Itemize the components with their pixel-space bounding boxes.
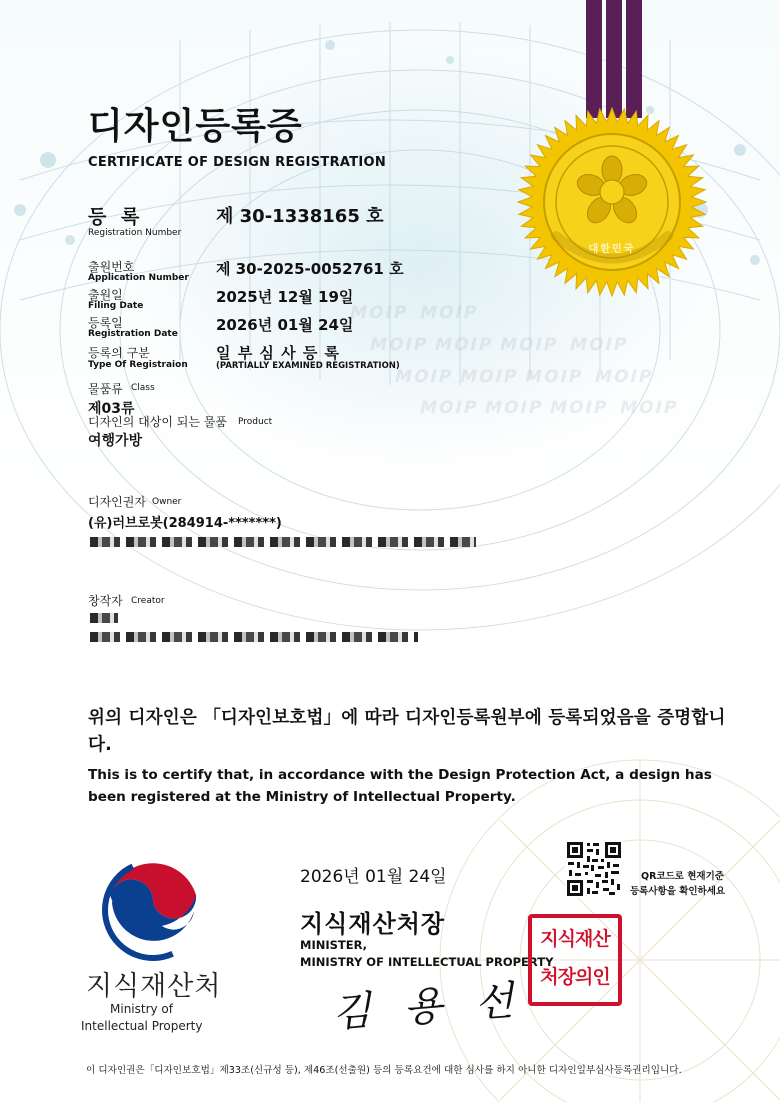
watermark: MOIP bbox=[432, 335, 496, 355]
registration-date-label-en: Registration Date bbox=[88, 329, 178, 339]
watermark: MOIP bbox=[347, 303, 411, 323]
declaration-english: This is to certify that, in accordance with the Design Protection Act, a design has been registered at the Ministry of Intellectual Property. bbox=[88, 767, 712, 805]
owner-label: 디자인권자 bbox=[88, 495, 146, 509]
product-label-en: Product bbox=[238, 417, 273, 427]
application-label-en: Application Number bbox=[88, 273, 189, 283]
watermark: MOIP bbox=[367, 335, 431, 355]
redacted-creator-address bbox=[90, 632, 418, 642]
watermark: MOIP bbox=[592, 367, 656, 387]
registration-type: 일 부 심 사 등 록 bbox=[216, 344, 341, 362]
agency-name-english-line1: Ministry of bbox=[110, 1002, 173, 1016]
watermark: MOIP bbox=[417, 303, 481, 323]
redacted-owner-address bbox=[90, 537, 476, 547]
footer-note: 이 디자인권은「디자인보호법」제33조(신규성 등), 제46조(선출원) 등의 등록요건에 대한 심사를 하지 아니한 디자인일부심사등록권리입니다. bbox=[86, 1065, 682, 1076]
owner-label-en: Owner bbox=[152, 497, 182, 507]
creator-label: 창작자 bbox=[88, 594, 123, 608]
application-number: 제 30-2025-0052761 호 bbox=[216, 260, 404, 278]
registration-type-label: 등록의 구분 bbox=[88, 346, 150, 360]
title-korean: 디자인등록증 bbox=[88, 106, 303, 147]
watermark: MOIP bbox=[457, 367, 521, 387]
registration-type-en: (PARTIALLY EXAMINED REGISTRATION) bbox=[216, 361, 400, 371]
registration-label: 등 록 bbox=[88, 206, 144, 228]
qr-note-line2: 등록사항을 확인하세요 bbox=[630, 886, 726, 897]
registration-date: 2026년 01월 24일 bbox=[216, 316, 354, 334]
redacted-creator-name bbox=[90, 613, 118, 623]
seal-ribbon bbox=[606, 0, 622, 118]
product-value: 여행가방 bbox=[88, 433, 143, 449]
registration-label-en: Registration Number bbox=[88, 228, 182, 238]
owner-value: (유)러브로봇(284914-*******) bbox=[88, 516, 282, 531]
class-label-en: Class bbox=[131, 383, 155, 393]
agency-name-english-line2: Intellectual Property bbox=[81, 1019, 203, 1033]
title-english: CERTIFICATE OF DESIGN REGISTRATION bbox=[88, 155, 387, 170]
watermark: MOIP bbox=[392, 367, 456, 387]
watermark: MOIP bbox=[497, 335, 561, 355]
minister-title-korean: 지식재산처장 bbox=[300, 910, 446, 938]
product-label: 디자인의 대상이 되는 물품 bbox=[88, 415, 227, 429]
stamp-line2: 처장의인 bbox=[540, 966, 610, 988]
issue-date: 2026년 01월 24일 bbox=[300, 867, 447, 887]
filing-date-label: 출원일 bbox=[88, 288, 123, 302]
registration-type-label-en: Type Of Registraion bbox=[88, 360, 188, 370]
creator-label-en: Creator bbox=[131, 596, 165, 606]
watermark: MOIP bbox=[567, 335, 631, 355]
seal-text: 대한민국 bbox=[588, 244, 636, 255]
official-stamp bbox=[528, 914, 622, 1006]
stamp-line1: 지식재산 bbox=[540, 928, 610, 950]
agency-name-korean: 지식재산처 bbox=[86, 971, 222, 1002]
gold-seal bbox=[516, 106, 708, 298]
watermark: MOIP bbox=[617, 398, 681, 418]
minister-title-english-line1: MINISTER, bbox=[300, 938, 368, 952]
watermark: MOIP bbox=[547, 398, 611, 418]
watermark: MOIP bbox=[417, 398, 481, 418]
declaration-korean: 위의 디자인은 「디자인보호법」에 따라 디자인등록원부에 등록되었음을 증명합니다. bbox=[88, 708, 726, 755]
filing-date: 2025년 12월 19일 bbox=[216, 288, 354, 306]
qr-note-line1: QR코드로 현재기준 bbox=[641, 871, 724, 882]
class-value: 제03류 bbox=[88, 401, 135, 417]
application-label: 출원번호 bbox=[88, 260, 135, 274]
filing-date-label-en: Filing Date bbox=[88, 301, 144, 311]
watermark: MOIP bbox=[522, 367, 586, 387]
agency-logo bbox=[98, 855, 208, 965]
watermark: MOIP bbox=[482, 398, 546, 418]
signature: 김 용 선 bbox=[330, 977, 525, 1037]
class-label: 물품류 bbox=[88, 382, 123, 396]
registration-number: 제 30-1338165 호 bbox=[216, 206, 384, 227]
minister-title-english-line2: MINISTRY OF INTELLECTUAL PROPERTY bbox=[300, 955, 554, 969]
seal-ribbon bbox=[626, 0, 642, 118]
registration-date-label: 등록일 bbox=[88, 316, 123, 330]
qr-code bbox=[565, 840, 623, 898]
seal-ribbon bbox=[586, 0, 602, 118]
